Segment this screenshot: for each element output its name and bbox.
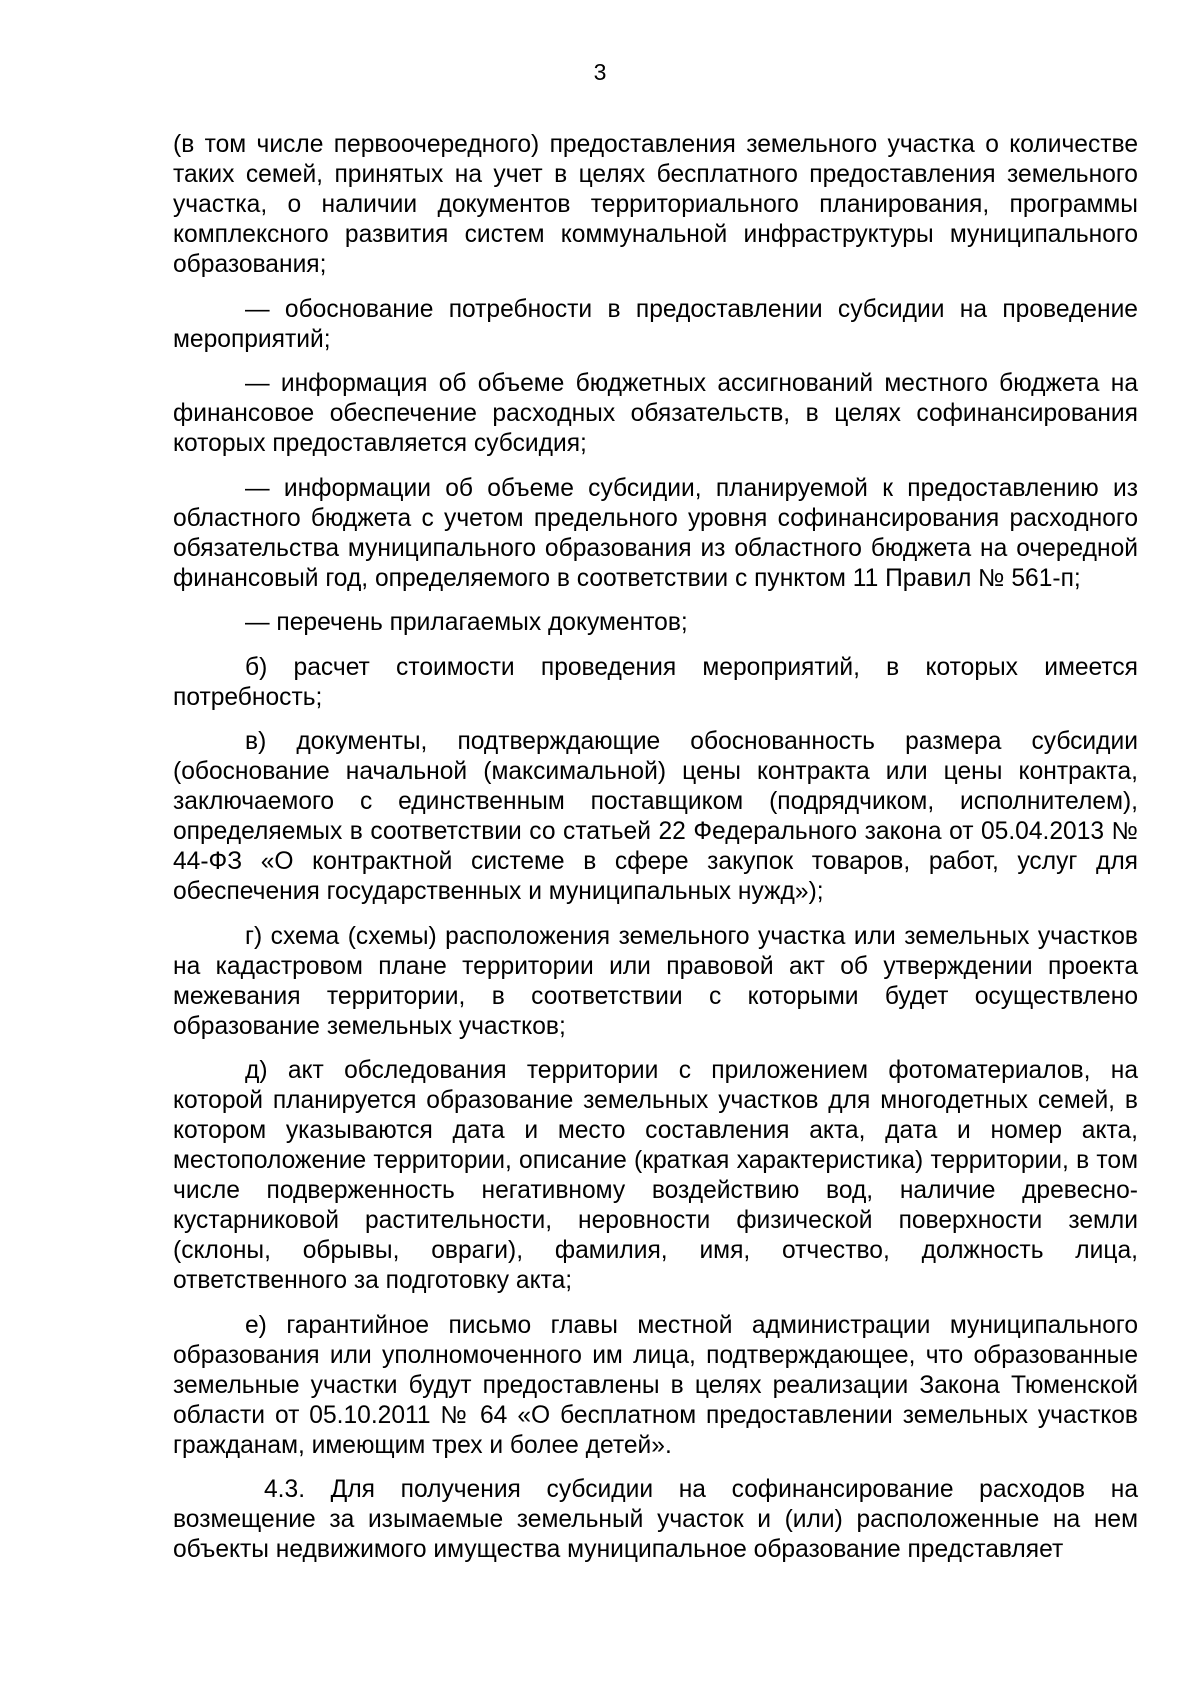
paragraph-justification: — обоснование потребности в предоставлении субсидии на проведение мероприятий; bbox=[173, 295, 1138, 353]
paragraph-budget-info: — информация об объеме бюджетных ассигнований местного бюджета на финансовое обеспечение расходных обязательств, в целях софинансирования которых предоставляется субсидия; bbox=[173, 370, 1138, 457]
paragraph-item-g: г) схема (схемы) расположения земельного участка или земельных участков на кадастровом плане территории или правовой акт об утверждении проекта межевания территории, в соответствии с которыми будет осуществлено образование земельных участков; bbox=[173, 922, 1138, 1040]
paragraph-item-d: д) акт обследования территории с приложением фотоматериалов, на которой планируется образование земельных участков для многодетных семей, в котором указываются дата и место составления акта, дата и номер акта, местоположение территории, описание (краткая характеристика) территории, в том числе подверженность негативному воздействию вод, наличие древесно-кустарниковой растительности, неровности физической поверхности земли (склоны, обрывы, овраги), фамилия, имя, отчество, должность лица, ответственного за подготовку акта; bbox=[173, 1057, 1138, 1294]
paragraph-item-b: б) расчет стоимости проведения мероприятий, в которых имеется потребность; bbox=[173, 653, 1138, 711]
paragraph-documents-list: — перечень прилагаемых документов; bbox=[245, 609, 688, 636]
paragraph-subsidy-info: — информации об объеме субсидии, планируемой к предоставлению из областного бюджета с учетом предельного уровня софинансирования расходного обязательства муниципального образования из областного бюджета на очередной финансовый год, определяемого в соответствии с пунктом 11 Правил № 561-п; bbox=[173, 474, 1138, 592]
paragraph-section-4-3: 4.3. Для получения субсидии на софинансирование расходов на возмещение за изымаемые земельный участок и (или) расположенные на нем объекты недвижимого имущества муниципальное образование представляет bbox=[173, 1476, 1138, 1563]
paragraph-continuation: (в том числе первоочередного) предоставления земельного участка о количестве таких семей, принятых на учет в целях бесплатного предоставления земельного участка, о наличии документов территориального планирования, программы комплексного развития систем коммунальной инфраструктуры муниципального образования; bbox=[173, 131, 1138, 278]
page-number: 3 bbox=[593, 59, 607, 85]
paragraph-item-v: в) документы, подтверждающие обоснованность размера субсидии (обоснование начальной (максимальной) цены контракта или цены контракта, заключаемого с единственным поставщиком (подрядчиком, исполнителем), определяемых в соответствии со статьей 22 Федерального закона от 05.04.2013 № 44-ФЗ «О контрактной системе в сфере закупок товаров, работ, услуг для обеспечения государственных и муниципальных нужд»); bbox=[173, 728, 1138, 905]
paragraph-item-e: е) гарантийное письмо главы местной администрации муниципального образования или уполномоченного им лица, подтверждающее, что образованные земельные участки будут предоставлены в целях реализации Закона Тюменской области от 05.10.2011 № 64 «О бесплатном предоставлении земельных участков гражданам, имеющим трех и более детей». bbox=[173, 1311, 1138, 1459]
document-body bbox=[173, 130, 1138, 1580]
